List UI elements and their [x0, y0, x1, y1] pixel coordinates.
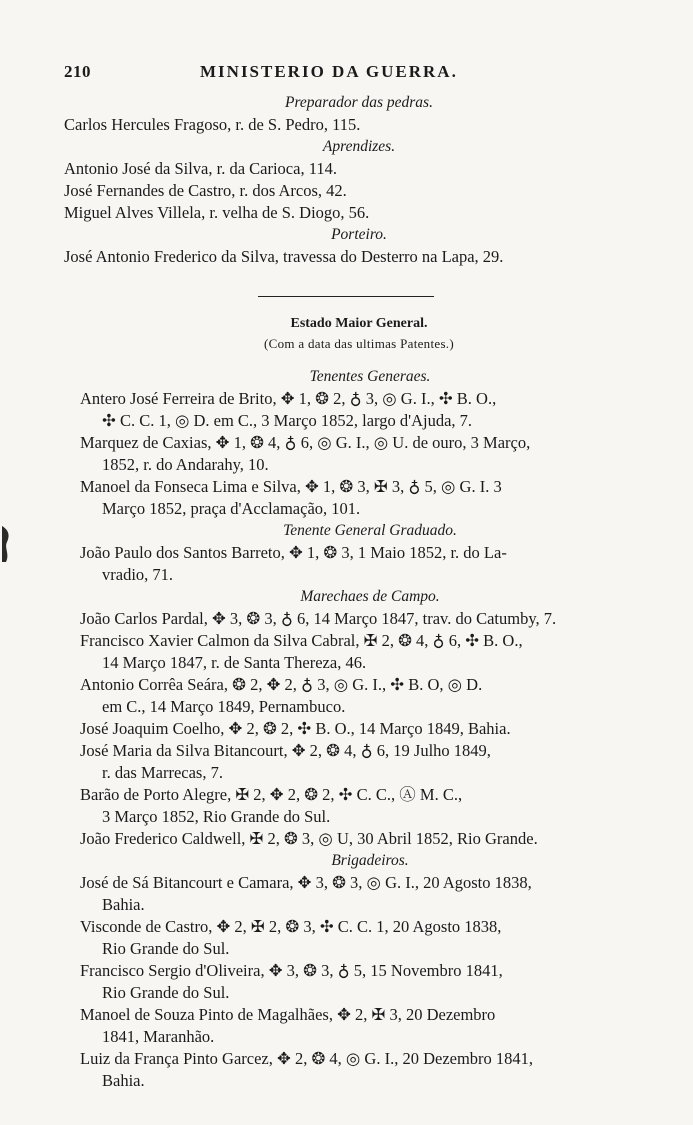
entry-line: ✣ C. C. 1, ◎ D. em C., 3 Março 1852, largo d'Ajuda, 7. — [102, 411, 473, 430]
list-entry: Antonio José da Silva, r. da Carioca, 114. — [64, 159, 337, 178]
list-entry: José Antonio Frederico da Silva, travessa do Desterro na Lapa, 29. — [64, 247, 504, 266]
list-entry — [80, 872, 660, 916]
entry-line: João Frederico Caldwell, ✠ 2, ❂ 3, ◎ U, 30 Abril 1852, Rio Grande. — [80, 829, 538, 848]
entry-line: Bahia. — [102, 895, 145, 914]
entry-line: João Carlos Pardal, ✥ 3, ❂ 3, ♁ 6, 14 Março 1847, trav. do Catumby, 7. — [80, 609, 557, 628]
entry-line: José de Sá Bitancourt e Camara, ✥ 3, ❂ 3, ◎ G. I., 20 Agosto 1838, — [80, 873, 532, 892]
entry-line: 1852, r. do Andarahy, 10. — [102, 455, 269, 474]
section-heading: Marechaes de Campo. — [300, 588, 440, 605]
entry-line: Francisco Sergio d'Oliveira, ✥ 3, ❂ 3, ♁ 5, 15 Novembro 1841, — [80, 961, 503, 980]
list-entry — [80, 1004, 660, 1048]
list-entry: José Fernandes de Castro, r. dos Arcos, 42. — [64, 181, 347, 200]
list-entry — [80, 674, 660, 718]
list-entry — [80, 960, 660, 1004]
list-entry: Carlos Hercules Fragoso, r. de S. Pedro, 115. — [64, 115, 361, 134]
list-entry — [80, 916, 660, 960]
entry-line: Antonio Corrêa Seára, ❂ 2, ✥ 2, ♁ 3, ◎ G. I., ✣ B. O, ◎ D. — [80, 675, 483, 694]
entry-line: Manoel da Fonseca Lima e Silva, ✥ 1, ❂ 3, ✠ 3, ♁ 5, ◎ G. I. 3 — [80, 477, 502, 496]
list-entry — [80, 542, 660, 586]
list-entry — [80, 608, 660, 630]
list-entry — [80, 718, 660, 740]
section-heading: Tenente General Graduado. — [283, 522, 457, 539]
top-sections — [64, 92, 654, 268]
list-entry — [80, 630, 660, 674]
section-heading: Aprendizes. — [322, 138, 396, 155]
entry-line: Bahia. — [102, 1071, 145, 1090]
entry-line: José Maria da Silva Bitancourt, ✥ 2, ❂ 4, ♁ 6, 19 Julho 1849, — [80, 741, 491, 760]
list-entry — [80, 432, 660, 476]
staff-subtitle: (Com a data das ultimas Patentes.) — [264, 336, 454, 351]
entry-line: Março 1852, praça d'Acclamação, 101. — [102, 499, 361, 518]
page-header — [64, 62, 634, 86]
list-entry — [80, 740, 660, 784]
list-entry — [80, 1048, 660, 1092]
list-entry — [80, 476, 660, 520]
section-divider — [258, 296, 434, 297]
running-head: MINISTERIO DA GUERRA. — [200, 62, 458, 81]
entry-line: Visconde de Castro, ✥ 2, ✠ 2, ❂ 3, ✣ C. C. 1, 20 Agosto 1838, — [80, 917, 502, 936]
entry-line: Antero José Ferreira de Brito, ✥ 1, ❂ 2, ♁ 3, ◎ G. I., ✣ B. O., — [80, 389, 497, 408]
entry-line: 1841, Maranhão. — [102, 1027, 215, 1046]
list-entry — [80, 388, 660, 432]
entry-line: Marquez de Caxias, ✥ 1, ❂ 4, ♁ 6, ◎ G. I., ◎ U. de ouro, 3 Março, — [80, 433, 531, 452]
staff-title: Estado Maior General. — [290, 316, 428, 331]
entry-line: Manoel de Souza Pinto de Magalhães, ✥ 2, ✠ 3, 20 Dezembro — [80, 1005, 496, 1024]
entry-line: Rio Grande do Sul. — [102, 983, 230, 1002]
entry-line: João Paulo dos Santos Barreto, ✥ 1, ❂ 3, 1 Maio 1852, r. do La- — [80, 543, 507, 562]
entry-line: em C., 14 Março 1849, Pernambuco. — [102, 697, 346, 716]
staff-sections — [80, 366, 660, 1092]
entry-line: r. das Marrecas, 7. — [102, 763, 223, 782]
staff-header — [64, 314, 654, 354]
binding-stain-mark — [0, 524, 12, 564]
list-entry — [80, 784, 660, 828]
section-heading: Tenentes Generaes. — [309, 368, 431, 385]
entry-line: José Joaquim Coelho, ✥ 2, ❂ 2, ✣ B. O., 14 Março 1849, Bahia. — [80, 719, 511, 738]
entry-line: Luiz da França Pinto Garcez, ✥ 2, ❂ 4, ◎ G. I., 20 Dezembro 1841, — [80, 1049, 534, 1068]
entry-line: Rio Grande do Sul. — [102, 939, 230, 958]
section-heading: Preparador das pedras. — [285, 94, 433, 111]
list-entry — [80, 828, 660, 850]
entry-line: 14 Março 1847, r. de Santa Thereza, 46. — [102, 653, 367, 672]
entry-line: 3 Março 1852, Rio Grande do Sul. — [102, 807, 331, 826]
section-heading: Brigadeiros. — [331, 852, 409, 869]
section-heading: Porteiro. — [331, 226, 387, 243]
entry-line: Francisco Xavier Calmon da Silva Cabral, ✠ 2, ❂ 4, ♁ 6, ✣ B. O., — [80, 631, 523, 650]
entry-line: Barão de Porto Alegre, ✠ 2, ✥ 2, ❂ 2, ✣ C. C., Ⓐ M. C., — [80, 785, 463, 804]
list-entry: Miguel Alves Villela, r. velha de S. Diogo, 56. — [64, 203, 370, 222]
page-number: 210 — [64, 62, 91, 81]
entry-line: vradio, 71. — [102, 565, 174, 584]
